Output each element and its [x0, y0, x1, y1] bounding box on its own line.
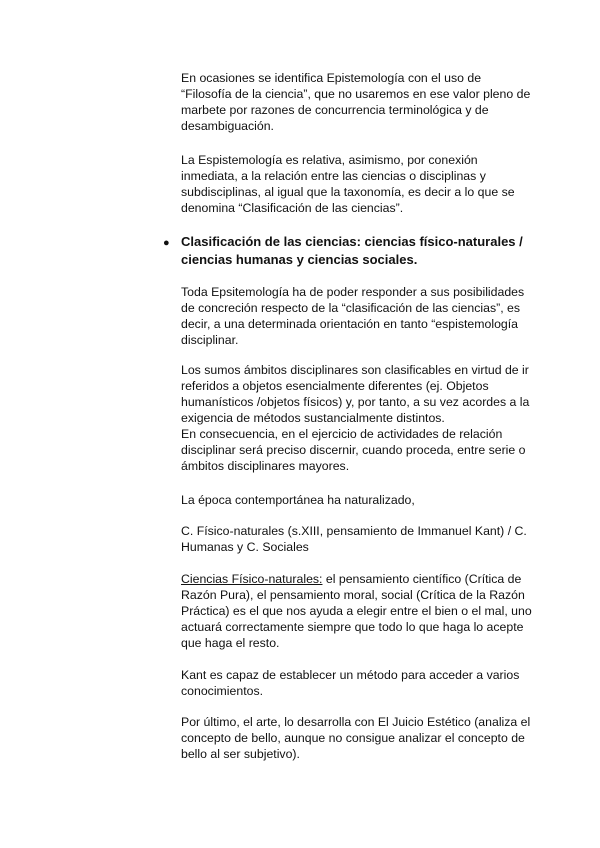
text-line: Práctica) es el que nos ayuda a elegir entre el bien o el mal, uno	[181, 604, 532, 618]
text-line: que haga el resto.	[181, 636, 280, 650]
text-line: Los sumos ámbitos disciplinares son clasificables en virtud de ir	[181, 363, 529, 377]
epistemology-paragraph	[181, 284, 543, 348]
heading-line: Clasificación de las ciencias: ciencias físico-naturales /	[181, 234, 523, 249]
text-line: humanísticos /objetos físicos) y, por tanto, a su vez acordes a la	[181, 395, 530, 409]
physical-sciences-label: Ciencias Físico-naturales:	[181, 572, 323, 586]
text-line: inmediata, a la relación entre las ciencias o disciplinas y	[181, 169, 486, 183]
contemporary-paragraph	[181, 492, 543, 508]
domains-paragraph	[181, 362, 543, 474]
art-paragraph	[181, 714, 543, 762]
text-line: En consecuencia, en el ejercicio de actividades de relación	[181, 427, 503, 441]
text-line: “Filosofía de la ciencia”, que no usaremos en ese valor pleno de	[181, 87, 531, 101]
text-line: disciplinar.	[181, 333, 239, 347]
text-line: La época contemportánea ha naturalizado,	[181, 493, 415, 507]
text-line: disciplinar será preciso discernir, cuando proceda, entre serie o	[181, 443, 526, 457]
text-line: C. Físico-naturales (s.XIII, pensamiento de Immanuel Kant) / C.	[181, 524, 527, 538]
text-line: de concreción respecto de la “clasificación de las ciencias”, es	[181, 301, 521, 315]
text-line: Razón Pura), el pensamiento moral, social (Crítica de la Razón	[181, 588, 525, 602]
text-line: Humanas y C. Sociales	[181, 540, 309, 554]
text-line: marbete por razones de concurrencia terminológica y de	[181, 103, 489, 117]
text-line: actuará correctamente siempre que todo lo que haga lo acepte	[181, 620, 524, 634]
text-line	[181, 571, 543, 587]
intro-paragraph	[181, 70, 543, 134]
text-line: referidos a objetos esencialmente diferentes (ej. Objetos	[181, 379, 489, 393]
text-line: decir, a una determinada orientación en tanto “espistemología	[181, 317, 519, 331]
heading-line: ciencias humanas y ciencias sociales.	[181, 252, 418, 267]
text-line: Toda Epsitemología ha de poder responder a sus posibilidades	[181, 285, 525, 299]
text-line: subdisciplinas, al igual que la taxonomía, es decir a lo que se	[181, 185, 515, 199]
section-heading	[181, 233, 543, 269]
classes-paragraph	[181, 523, 543, 555]
text-line: concepto de bello, aunque no consigue analizar el concepto de	[181, 731, 525, 745]
physical-sciences-intro: el pensamiento científico (Crítica de	[322, 572, 522, 586]
relation-paragraph	[181, 152, 543, 216]
text-line: conocimientos.	[181, 684, 264, 698]
text-line: En ocasiones se identifica Epistemología con el uso de	[181, 71, 482, 85]
text-line: Por último, el arte, lo desarrolla con El Juicio Estético (analiza el	[181, 715, 531, 729]
text-line: Kant es capaz de establecer un método para acceder a varios	[181, 668, 520, 682]
text-line: denomina “Clasificación de las ciencias”.	[181, 201, 404, 215]
text-line: exigencia de métodos sustancialmente distintos.	[181, 411, 445, 425]
text-line: desambiguación.	[181, 119, 274, 133]
text-line: ámbitos disciplinares mayores.	[181, 459, 350, 473]
physical-sciences-paragraph	[181, 571, 543, 651]
bullet-marker: ●	[163, 237, 170, 249]
text-line: bello al ser subjetivo).	[181, 747, 300, 761]
text-line: La Espistemología es relativa, asimismo, por conexión	[181, 153, 478, 167]
kant-method-paragraph	[181, 667, 543, 699]
